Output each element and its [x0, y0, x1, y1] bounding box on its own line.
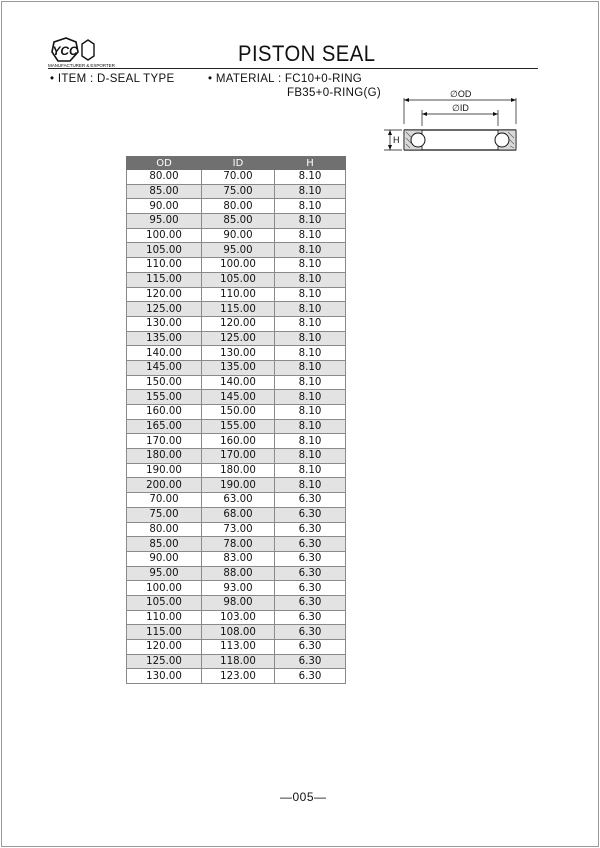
cell-id: 125.00 — [202, 331, 275, 346]
cell-od: 130.00 — [127, 316, 202, 331]
cell-id: 123.00 — [202, 669, 275, 684]
table-row — [127, 463, 346, 478]
logo-emblem-icon — [48, 36, 138, 64]
table-row — [127, 640, 346, 655]
cell-h: 6.30 — [275, 537, 346, 552]
cell-h: 8.10 — [275, 331, 346, 346]
table-row — [127, 214, 346, 229]
cell-h: 8.10 — [275, 478, 346, 493]
cell-h: 8.10 — [275, 228, 346, 243]
table-row — [127, 272, 346, 287]
cell-od: 110.00 — [127, 258, 202, 273]
cell-h: 8.10 — [275, 258, 346, 273]
table-row — [127, 302, 346, 317]
table-row — [127, 581, 346, 596]
cell-od: 115.00 — [127, 625, 202, 640]
cell-od: 95.00 — [127, 214, 202, 229]
table-row — [127, 375, 346, 390]
cell-od: 95.00 — [127, 566, 202, 581]
cell-h: 8.10 — [275, 199, 346, 214]
cell-h: 8.10 — [275, 302, 346, 317]
table-row — [127, 551, 346, 566]
company-logo — [48, 36, 138, 68]
cell-h: 6.30 — [275, 493, 346, 508]
cell-h: 8.10 — [275, 243, 346, 258]
cell-id: 115.00 — [202, 302, 275, 317]
page-title: PISTON SEAL — [238, 41, 376, 66]
cell-od: 190.00 — [127, 463, 202, 478]
table-row — [127, 390, 346, 405]
cell-id: 150.00 — [202, 405, 275, 420]
cell-od: 130.00 — [127, 669, 202, 684]
cell-od: 105.00 — [127, 243, 202, 258]
col-header-id: ID — [202, 157, 275, 170]
cell-id: 100.00 — [202, 258, 275, 273]
cell-h: 8.10 — [275, 170, 346, 185]
table-row — [127, 478, 346, 493]
cell-od: 160.00 — [127, 405, 202, 420]
cell-id: 155.00 — [202, 419, 275, 434]
cell-id: 93.00 — [202, 581, 275, 596]
cell-od: 120.00 — [127, 287, 202, 302]
cell-h: 6.30 — [275, 669, 346, 684]
table-row — [127, 493, 346, 508]
table-row — [127, 449, 346, 464]
cell-h: 6.30 — [275, 610, 346, 625]
table-row — [127, 669, 346, 684]
cell-od: 170.00 — [127, 434, 202, 449]
table-row — [127, 419, 346, 434]
table-row — [127, 566, 346, 581]
cell-h: 8.10 — [275, 287, 346, 302]
table-row — [127, 537, 346, 552]
cell-id: 180.00 — [202, 463, 275, 478]
cell-od: 110.00 — [127, 610, 202, 625]
cell-id: 98.00 — [202, 595, 275, 610]
cell-h: 8.10 — [275, 360, 346, 375]
cell-h: 8.10 — [275, 214, 346, 229]
cell-id: 108.00 — [202, 625, 275, 640]
cell-od: 125.00 — [127, 654, 202, 669]
cell-id: 85.00 — [202, 214, 275, 229]
cell-od: 70.00 — [127, 493, 202, 508]
id-label: ∅ID — [452, 103, 469, 113]
cell-id: 120.00 — [202, 316, 275, 331]
cell-h: 6.30 — [275, 640, 346, 655]
material-line-2: FB35+0-RING(G) — [287, 87, 381, 99]
cell-h: 8.10 — [275, 316, 346, 331]
cell-id: 110.00 — [202, 287, 275, 302]
cell-od: 115.00 — [127, 272, 202, 287]
logo-subtitle: MANUFACTURER & EXPORTER — [48, 63, 115, 68]
table-row — [127, 654, 346, 669]
col-header-h: H — [275, 157, 346, 170]
cell-h: 6.30 — [275, 595, 346, 610]
cell-id: 170.00 — [202, 449, 275, 464]
cell-h: 8.10 — [275, 272, 346, 287]
cell-id: 63.00 — [202, 493, 275, 508]
cell-id: 145.00 — [202, 390, 275, 405]
table-row — [127, 360, 346, 375]
seal-cross-section-diagram — [376, 86, 536, 166]
col-header-od: OD — [127, 157, 202, 170]
cell-h: 8.10 — [275, 463, 346, 478]
cell-h: 8.10 — [275, 184, 346, 199]
cell-od: 75.00 — [127, 507, 202, 522]
cell-id: 103.00 — [202, 610, 275, 625]
table-row — [127, 228, 346, 243]
cell-h: 6.30 — [275, 507, 346, 522]
cell-od: 80.00 — [127, 522, 202, 537]
cell-id: 80.00 — [202, 199, 275, 214]
cell-od: 180.00 — [127, 449, 202, 464]
cell-id: 70.00 — [202, 170, 275, 185]
cell-od: 85.00 — [127, 537, 202, 552]
table-row — [127, 316, 346, 331]
cell-id: 68.00 — [202, 507, 275, 522]
cell-h: 6.30 — [275, 581, 346, 596]
cell-id: 130.00 — [202, 346, 275, 361]
cell-id: 118.00 — [202, 654, 275, 669]
cell-h: 6.30 — [275, 551, 346, 566]
item-type: • ITEM : D-SEAL TYPE — [50, 73, 175, 85]
cell-id: 90.00 — [202, 228, 275, 243]
page-number: —005— — [280, 790, 327, 804]
table-row — [127, 434, 346, 449]
table-row — [127, 258, 346, 273]
cell-od: 150.00 — [127, 375, 202, 390]
cell-od: 85.00 — [127, 184, 202, 199]
cell-h: 6.30 — [275, 654, 346, 669]
logo-text: YCC — [52, 44, 78, 58]
table-row — [127, 346, 346, 361]
cell-id: 160.00 — [202, 434, 275, 449]
cell-od: 165.00 — [127, 419, 202, 434]
cell-id: 88.00 — [202, 566, 275, 581]
cell-h: 8.10 — [275, 390, 346, 405]
cell-od: 145.00 — [127, 360, 202, 375]
cell-id: 140.00 — [202, 375, 275, 390]
table-row — [127, 184, 346, 199]
cell-h: 6.30 — [275, 566, 346, 581]
table-row — [127, 170, 346, 185]
table-row — [127, 243, 346, 258]
cell-od: 100.00 — [127, 581, 202, 596]
cell-h: 8.10 — [275, 419, 346, 434]
cell-h: 8.10 — [275, 449, 346, 464]
cell-id: 135.00 — [202, 360, 275, 375]
cell-id: 113.00 — [202, 640, 275, 655]
cell-od: 140.00 — [127, 346, 202, 361]
cell-od: 155.00 — [127, 390, 202, 405]
table-row — [127, 507, 346, 522]
table-header-row — [127, 157, 346, 170]
cell-id: 75.00 — [202, 184, 275, 199]
table-row — [127, 522, 346, 537]
table-row — [127, 625, 346, 640]
cell-h: 8.10 — [275, 375, 346, 390]
cell-h: 6.30 — [275, 625, 346, 640]
title-divider — [48, 68, 538, 69]
cell-id: 83.00 — [202, 551, 275, 566]
dimension-table — [126, 156, 346, 684]
table-row — [127, 287, 346, 302]
cell-od: 200.00 — [127, 478, 202, 493]
cell-h: 8.10 — [275, 405, 346, 420]
table-row — [127, 405, 346, 420]
cell-h: 6.30 — [275, 522, 346, 537]
cell-h: 8.10 — [275, 434, 346, 449]
cell-id: 105.00 — [202, 272, 275, 287]
material-line-1: • MATERIAL : FC10+0-RING — [208, 73, 363, 85]
cell-id: 78.00 — [202, 537, 275, 552]
cell-od: 80.00 — [127, 170, 202, 185]
cell-h: 8.10 — [275, 346, 346, 361]
cell-od: 100.00 — [127, 228, 202, 243]
cell-od: 120.00 — [127, 640, 202, 655]
cell-id: 95.00 — [202, 243, 275, 258]
table-row — [127, 595, 346, 610]
table-row — [127, 331, 346, 346]
table-row — [127, 610, 346, 625]
h-label: H — [393, 135, 400, 145]
cell-od: 135.00 — [127, 331, 202, 346]
cell-id: 73.00 — [202, 522, 275, 537]
cell-id: 190.00 — [202, 478, 275, 493]
cell-od: 90.00 — [127, 199, 202, 214]
cell-od: 90.00 — [127, 551, 202, 566]
table-row — [127, 199, 346, 214]
cell-od: 125.00 — [127, 302, 202, 317]
od-label: ∅OD — [450, 89, 472, 99]
cell-od: 105.00 — [127, 595, 202, 610]
